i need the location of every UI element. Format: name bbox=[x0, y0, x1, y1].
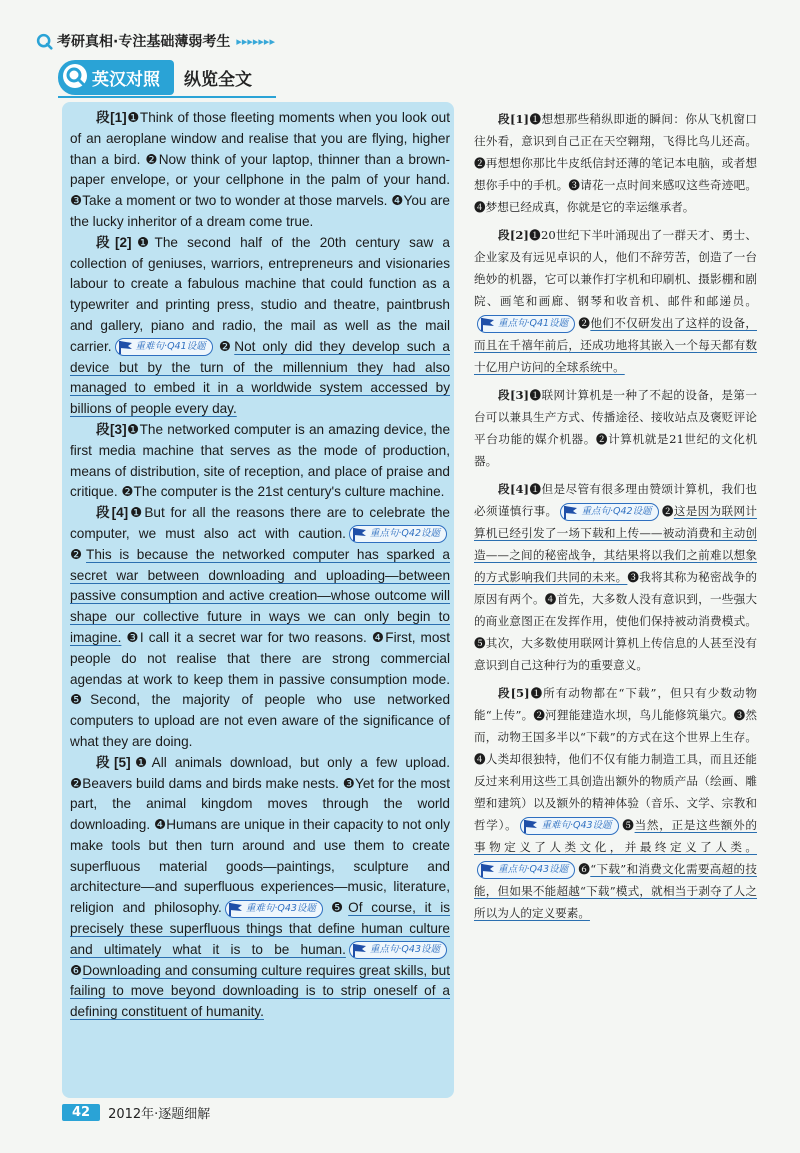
flag-icon bbox=[480, 317, 496, 331]
chinese-paragraph-1: 段[1]❶想想那些稍纵即逝的瞬间：你从飞机窗口往外看，意识到自己正在天空翱翔，飞得比鸟儿还高。❷再想想你那比牛皮纸信封还薄的笔记本电脑，或者想想你手中的手机。❸请花一点时间来感叹这些奇迹吧。❹梦想已经成真，你就是它的幸运继承者。 bbox=[474, 112, 757, 214]
page-header bbox=[36, 30, 275, 52]
flag-icon bbox=[563, 505, 579, 519]
flag-icon bbox=[480, 863, 496, 877]
english-paragraph-3: 段[3]❶The networked computer is an amazing device, the first media machine that serves as the mode of production, means of distribution, site of reception, and place of praise and critique. ❷The computer is the 21st century's culture machine. bbox=[70, 421, 450, 500]
magnifier-q-icon bbox=[36, 33, 53, 50]
flag-icon bbox=[228, 902, 244, 916]
flag-icon bbox=[352, 527, 368, 541]
key-sentence-tag: 重点句·Q42设题 bbox=[560, 503, 658, 521]
key-sentence-tag: 重点句·Q43设题 bbox=[349, 941, 447, 959]
english-paragraph-1: 段[1]❶Think of those fleeting moments when you look out of an aeroplane window and realise that you are flying, higher than a bird. ❷Now think of your laptop, thinner than a brown-paper envelope, or your cellphone in the palm of your hand. ❸Take a moment or two to wonder at those marvels. ❹You are the lucky inheritor of a dream come true. bbox=[70, 110, 450, 229]
key-sentence-tag: 重点句·Q43设题 bbox=[477, 861, 575, 879]
section-divider bbox=[58, 96, 276, 98]
key-sentence-tag: 重点句·Q42设题 bbox=[349, 525, 447, 543]
english-column bbox=[70, 108, 450, 1023]
key-sentence-tag: 重点句·Q41设题 bbox=[477, 315, 575, 333]
page-number: 42 bbox=[62, 1104, 100, 1121]
key-sentence-tag: 重难句·Q43设题 bbox=[225, 900, 323, 918]
flag-icon bbox=[352, 943, 368, 957]
chinese-column bbox=[474, 108, 757, 924]
brand-name: 考研真相 bbox=[57, 34, 113, 50]
english-paragraph-2: 段[2]❶The second half of the 20th century saw a collection of geniuses, warriors, entrepreneurs and visionaries labour to create a fabulous machine that could function as a typewriter and printing press, studio and theatre, paintbrush and gallery, piano and radio, the mail as well as the mail carrier. 重难句·Q41设题 ❷Not only did they develop such a device but by the turn of the millennium they had also managed to embed it in a worldwide system accessed by billions of people every day. bbox=[70, 234, 450, 417]
page-footer bbox=[62, 1103, 210, 1122]
key-sentence-tag: 重难句·Q43设题 bbox=[520, 817, 618, 835]
chinese-paragraph-3: 段[3]❶联网计算机是一种了不起的设备，是第一台可以兼具生产方式、传播途径、接收站点及褒贬评论平台功能的媒介机器。❷计算机就是21世纪的文化机器。 bbox=[474, 388, 757, 468]
section-badge bbox=[58, 60, 174, 95]
english-paragraph-4: 段[4]❶But for all the reasons there are to celebrate the computer, we must also act with caution. 重点句·Q42设题 ❷This is because the networked computer has sparked a secret war between downloading and uploading—between passive consumption and active creation—whose outcome will shape our collective future in ways we can only begin to imagine. ❸I call it a secret war for two reasons. ❹First, most people do not realise that there are strong commercial agendas at work to keep them in passive consumption mode. ❺Second, the majority of people who use networked computers to upload are not even aware of the significance of what they are doing. bbox=[70, 505, 450, 749]
key-sentence-tag: 重难句·Q41设题 bbox=[115, 338, 213, 356]
header-arrows: ▸▸▸▸▸▸▸ bbox=[236, 34, 275, 48]
brand-tagline: ·专注基础薄弱考生 bbox=[113, 34, 231, 50]
chinese-paragraph-4: 段[4]❶但是尽管有很多理由赞颂计算机，我们也必须谨慎行事。 重点句·Q42设题 ❷这是因为联网计算机已经引发了一场下载和上传——被动消费和主动创造——之间的秘密战争，其结果将以我们之前难以想象的方式影响我们共同的未来。❸我将其称为秘密战争的原因有两个。❹首先，大多数人没有意识到，一些强大的商业意图正在发挥作用，使他们保持被动消费模式。❺其次，大多数使用联网计算机上传信息的人甚至没有意识到自己这种行为的重要意义。 bbox=[474, 482, 757, 672]
section-subtitle: 纵览全文 bbox=[184, 69, 252, 90]
chinese-paragraph-5: 段[5]❶所有动物都在“下载”，但只有少数动物能“上传”。❷河狸能建造水坝，鸟儿能修筑巢穴。❸然而，动物王国多半以“下载”的方式在这个世界上生存。❹人类却很独特，他们不仅有能力制造工具，而且还能反过来利用这些工具创造出额外的物质产品（绘画、雕塑和建筑）以及额外的精神体验（音乐、文学、宗教和哲学）。 重难句·Q43设题 ❺当然，正是这些额外的事物定义了人类文化，并最终定义了人类。 重点句·Q43设题 ❻“下载”和消费文化需要高超的技能，但如果不能超越“下载”模式，就相当于剥夺了人之所以为人的定义要素。 bbox=[474, 686, 757, 920]
english-paragraph-5: 段[5]❶All animals download, but only a few upload. ❷Beavers build dams and birds make nests. ❸Yet for the most part, the animal kingdom moves through the world downloading. ❹Humans are unique in their capacity to not only make tools but then turn around and use them to create superfluous material goods—paintings, sculpture and architecture—and superfluous experiences—music, literature, religion and philosophy. 重难句·Q43设题 ❺Of course, it is precisely these superfluous things that define human culture and ultimately what it is to be human. 重点句·Q43设题 ❻Downloading and consuming culture requires great skills, but failing to move beyond downloading is to strip oneself of a defining constituent of humanity. bbox=[70, 754, 451, 1020]
magnifier-q-icon bbox=[62, 63, 88, 89]
chinese-paragraph-2: 段[2]❶20世纪下半叶涌现出了一群天才、勇士、企业家及有远见卓识的人，他们不辞劳苦，创造了一台绝妙的机器，它可以兼作打字机和印刷机、摄影棚和剧院、画笔和画廊、钢琴和收音机、邮件和邮递员。 重点句·Q41设题 ❷他们不仅研发出了这样的设备，而且在千禧年前后，还成功地将其嵌入一个每天都有数十亿用户访问的全球系统中。 bbox=[474, 228, 757, 374]
section-badge-label: 英汉对照 bbox=[92, 69, 160, 90]
footer-title: 2012年·逐题细解 bbox=[108, 1107, 211, 1122]
flag-icon bbox=[118, 340, 134, 354]
section-tab bbox=[58, 60, 252, 94]
flag-icon bbox=[523, 819, 539, 833]
